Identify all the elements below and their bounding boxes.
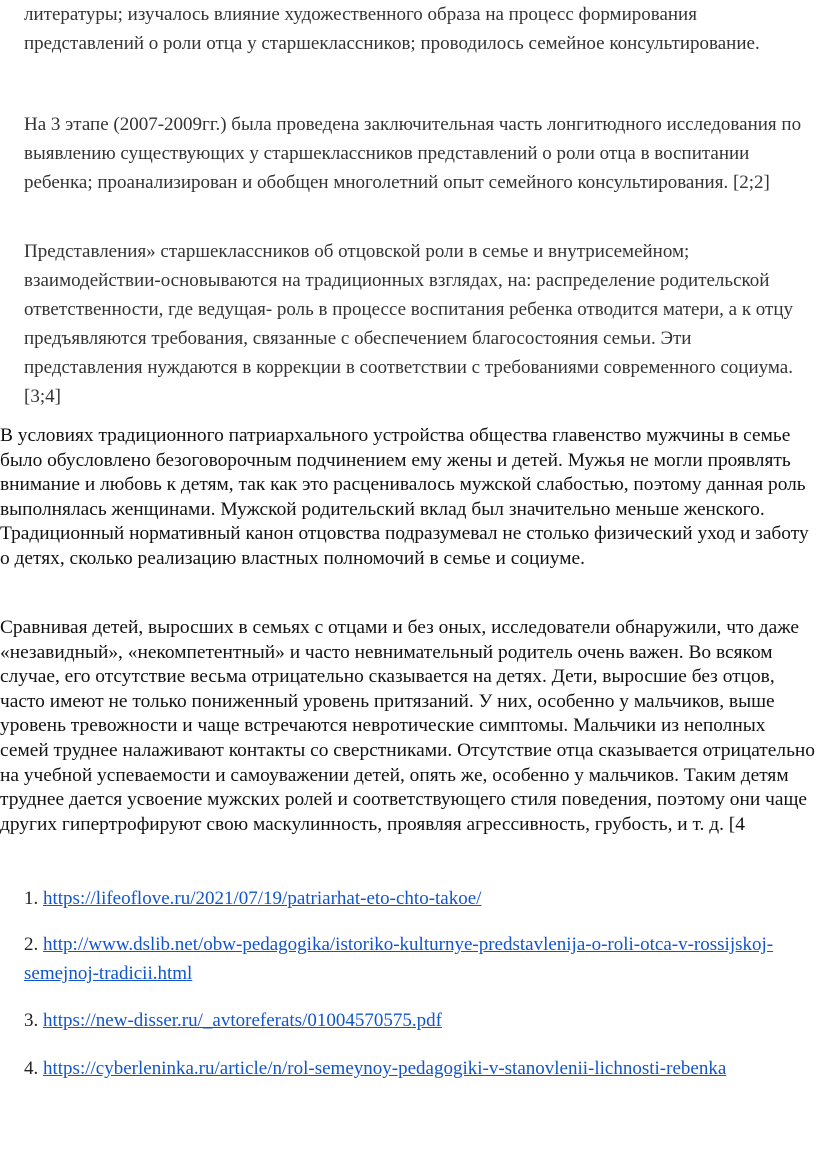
paragraph-method-stage-2-end: литературы; изучалось влияние художественного образа на процесс формирования представлений о роли отца у старшеклассников; проводилось семейное консультирование.: [24, 4, 760, 54]
reference-number: 4.: [24, 1058, 39, 1079]
reference-number: 1.: [24, 888, 39, 909]
reference-number: 2.: [24, 934, 39, 955]
reference-link[interactable]: https://lifeoflove.ru/2021/07/19/patriarhat-eto-chto-takoe/: [43, 888, 482, 909]
reference-link[interactable]: https://new-disser.ru/_avtoreferats/01004570575.pdf: [43, 1010, 442, 1031]
reference-link[interactable]: http://www.dslib.net/obw-pedagogika/istoriko-kulturnye-predstavlenija-o-roli-otca-v-rossijskoj-semejnoj-tradicii.html: [24, 934, 774, 984]
paragraph-fatherless-children: Сравнивая детей, выросших в семьях с отцами и без оных, исследователи обнаружили, что даже «незавидный», «некомпетентный» и часто невнимательный родитель очень важен. Во всяком случае, его отсутствие весьма отрицательно сказывается на детях. Дети, выросшие без отцов, часто имеют не только пониженный уровень притязаний. У них, особенно у мальчиков, выше уровень тревожности и чаще встречаются невротические симптомы. Мальчики из неполных семей труднее налаживают контакты со сверстниками. Отсутствие отца сказывается отрицательно на учебной успеваемости и самоуважении детей, опять же, особенно у мальчиков. Таким детям труднее дается усвоение мужских ролей и соответствующего стиля поведения, поэтому они чаще других гипертрофируют свою маскулинность, проявляя агрессивность, грубость, и т. д. [4: [0, 617, 815, 835]
reference-item: [24, 1006, 814, 1035]
reference-item: [24, 1054, 814, 1083]
reference-list: [24, 884, 814, 1100]
reference-item: [24, 884, 814, 913]
paragraph-patriarchal-tradition: В условиях традиционного патриархального устройства общества главенство мужчины в семье было обусловлено безоговорочным подчинением ему жены и детей. Мужья не могли проявлять внимание и любовь к детям, так как это расценивалось мужской слабостью, поэтому данная роль выполнялась женщинами. Мужской родительский вклад был значительно меньше женского. Традиционный нормативный канон отцовства подразумевал не столько физический уход и заботу о детях, сколько реализацию властных полномочий в семье и социуме.: [0, 425, 809, 569]
paragraph-student-representations: Представления» старшеклассников об отцовской роли в семье и внутрисемейном; взаимодействии-основываются на традиционных взглядах, на: распределение родительской ответственности, где ведущая- роль в процессе воспитания ребенка отводится матери, а к отцу предъявляются требования, связанные с обеспечением благосостояния семьи. Эти представления нуждаются в коррекции в соответствии с требованиями современного социума. [3;4]: [24, 241, 794, 407]
reference-number: 3.: [24, 1010, 39, 1031]
paragraph-stage-3: На 3 этапе (2007-2009гг.) была проведена заключительная часть лонгитюдного исследования по выявлению существующих у старшеклассников представлений о роли отца в воспитании ребенка; проанализирован и обобщен многолетний опыт семейного консультирования. [2;2]: [24, 114, 802, 193]
reference-item: [24, 930, 814, 988]
reference-link[interactable]: https://cyberleninka.ru/article/n/rol-semeynoy-pedagogiki-v-stanovlenii-lichnosti-rebenka: [43, 1058, 727, 1079]
